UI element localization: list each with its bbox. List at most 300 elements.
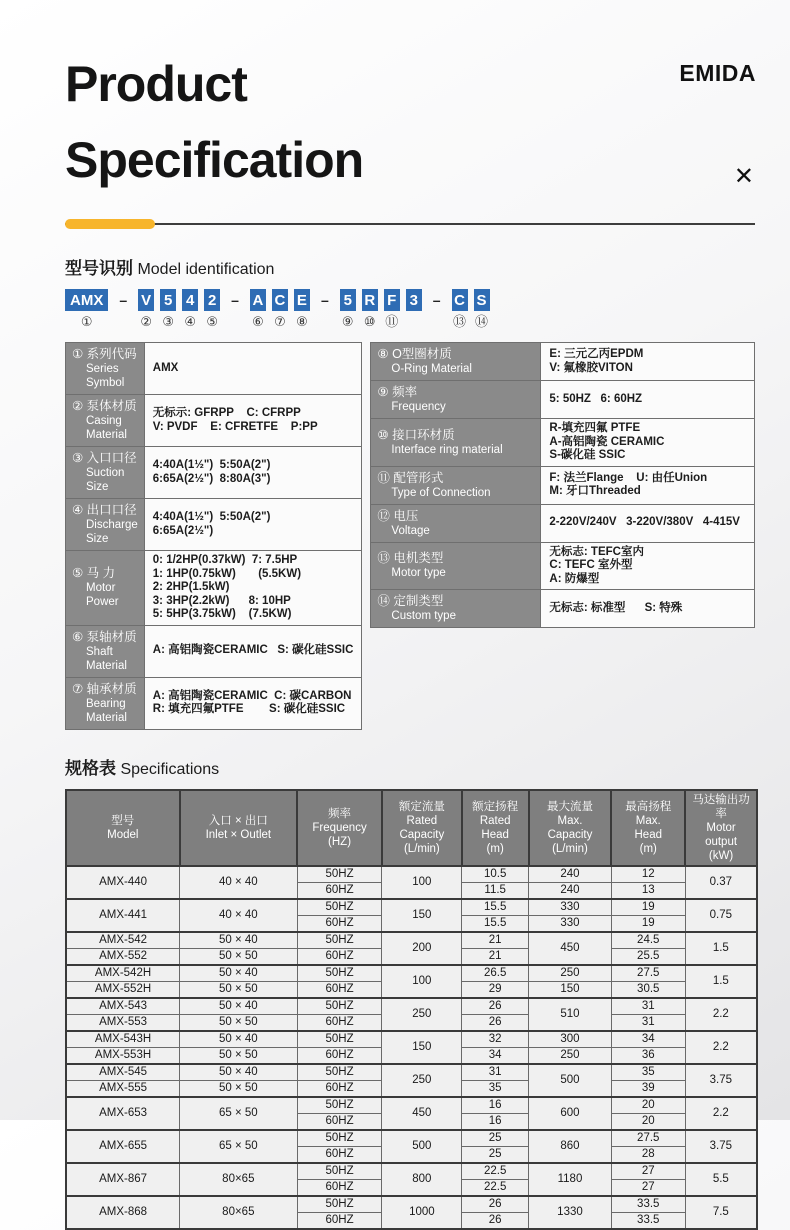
spec-cell: 450 — [382, 1097, 462, 1130]
spec-cell: 60HZ — [297, 1212, 382, 1229]
spec-header-cell — [66, 790, 180, 866]
id-label-en: Motor Power — [86, 582, 119, 609]
spec-cell: AMX-553H — [66, 1047, 180, 1064]
id-label-zh: ④ 出口口径 — [72, 503, 137, 517]
spec-cell: 12 — [611, 866, 685, 883]
model-code-segment — [384, 289, 400, 330]
spec-header-line: (m) — [486, 842, 504, 855]
id-value-line: F: 法兰Flange U: 由任Union — [549, 471, 708, 484]
model-code-segment — [428, 289, 446, 330]
spec-cell: 40 × 40 — [180, 899, 298, 932]
spec-row — [66, 1031, 757, 1048]
model-code-box: F — [384, 289, 400, 311]
id-value-line: A: 高铝陶瓷CERAMIC S: 碳化硅SSIC — [152, 644, 354, 657]
id-table-row — [371, 542, 755, 590]
id-label-en: Interface ring material — [391, 443, 503, 456]
spec-cell: 28 — [611, 1146, 685, 1163]
spec-cell: 50 × 40 — [180, 998, 298, 1015]
id-label-zh: ③ 入口口径 — [72, 451, 137, 465]
spec-header-line: 马达输出功率 — [692, 793, 750, 820]
model-identification-heading-zh: 型号识别 — [65, 259, 133, 278]
id-label-cell — [66, 447, 145, 499]
spec-cell: 40 × 40 — [180, 866, 298, 899]
model-code-box: V — [138, 289, 154, 311]
model-code-number: ⑤ — [206, 314, 218, 329]
spec-header-line: 最高扬程 — [625, 800, 672, 813]
spec-header-line: 型号 — [111, 814, 135, 827]
spec-cell: 500 — [382, 1130, 462, 1163]
spec-cell: 25.5 — [611, 948, 685, 965]
spec-cell: 11.5 — [462, 882, 529, 899]
spec-cell: 34 — [462, 1047, 529, 1064]
specifications-heading-zh: 规格表 — [65, 758, 116, 778]
model-code-segment — [474, 289, 490, 330]
specifications-table — [65, 789, 758, 1230]
spec-header-line: Head — [634, 828, 662, 841]
spec-cell: 26 — [462, 998, 529, 1015]
id-table-row — [371, 590, 755, 628]
id-label-zh: ⑪ 配管形式 — [377, 470, 444, 485]
spec-header-line: Motor — [706, 821, 736, 834]
spec-cell: 32 — [462, 1031, 529, 1048]
id-value-line: AMX — [152, 361, 179, 374]
id-value-line: R-填充四氟 PTFE — [549, 422, 641, 434]
spec-cell: 1330 — [529, 1196, 612, 1229]
id-table-row — [371, 381, 755, 419]
model-code-number: ⑩ — [363, 314, 376, 329]
spec-cell: 60HZ — [297, 1014, 382, 1031]
id-label-en: Bearing Material — [86, 697, 127, 724]
spec-header-line: Frequency — [312, 821, 367, 834]
model-code-segment — [294, 289, 310, 330]
id-table-row — [371, 504, 755, 542]
id-value-line: 3: 3HP(2.2kW) 8: 10HP — [152, 594, 291, 607]
spec-cell: AMX-440 — [66, 866, 180, 899]
spec-cell: 240 — [529, 866, 612, 883]
id-label-zh: ⑫ 电压 — [377, 508, 419, 523]
id-label-cell — [66, 551, 145, 626]
spec-cell: AMX-655 — [66, 1130, 180, 1163]
id-label-en: Shaft Material — [86, 645, 127, 672]
spec-cell: 65 × 50 — [180, 1130, 298, 1163]
spec-cell: 3.75 — [685, 1130, 757, 1163]
id-label-cell — [66, 677, 145, 729]
spec-cell: 16 — [462, 1113, 529, 1130]
spec-cell: 33.5 — [611, 1212, 685, 1229]
spec-row — [66, 1130, 757, 1147]
spec-cell: 27 — [611, 1179, 685, 1196]
spec-cell: 330 — [529, 915, 612, 932]
spec-cell: 50HZ — [297, 1130, 382, 1147]
model-code-box: 5 — [160, 289, 176, 311]
spec-header-cell — [611, 790, 685, 866]
spec-cell: 15.5 — [462, 915, 529, 932]
id-table-row — [371, 419, 755, 467]
spec-row — [66, 899, 757, 916]
spec-header-line: Head — [481, 828, 509, 841]
id-value-cell — [541, 466, 755, 504]
spec-row — [66, 1064, 757, 1081]
spec-cell: 50HZ — [297, 1097, 382, 1114]
spec-header-line: Rated — [406, 814, 438, 827]
id-label-cell — [371, 542, 541, 590]
id-value-line: V: PVDF E: CFRETFE P:PP — [152, 420, 318, 433]
model-code-number: ⑭ — [475, 314, 489, 329]
spec-cell: 2.2 — [685, 1031, 757, 1064]
id-value-line: A-高铝陶瓷 CERAMIC — [549, 435, 665, 448]
id-value-cell — [541, 419, 755, 467]
id-label-en: Discharge Size — [86, 519, 138, 545]
spec-cell: 0.75 — [685, 899, 757, 932]
id-value-line: R: 填充四氟PTFE S: 碳化硅SSIC — [152, 703, 346, 715]
spec-cell: 50 × 50 — [180, 981, 298, 998]
spec-row — [66, 932, 757, 949]
model-code-segment — [114, 289, 132, 330]
id-value-line: 2: 2HP(1.5kW) — [152, 581, 230, 593]
spec-cell: 21 — [462, 932, 529, 949]
spec-cell: AMX-553 — [66, 1014, 180, 1031]
spec-header-line: 频率 — [328, 807, 352, 820]
spec-cell: 50HZ — [297, 1196, 382, 1213]
id-value-cell — [541, 542, 755, 590]
spec-header-line: 额定扬程 — [472, 800, 519, 813]
spec-table-head — [66, 790, 757, 866]
spec-cell: AMX-868 — [66, 1196, 180, 1229]
id-label-cell — [66, 499, 145, 551]
spec-cell: 200 — [382, 932, 462, 965]
spec-cell: 50 × 50 — [180, 1080, 298, 1097]
id-value-line: E: 三元乙丙EPDM — [549, 348, 644, 360]
id-value-line: 0: 1/2HP(0.37kW) 7: 7.5HP — [152, 554, 298, 566]
model-code-number: ⑦ — [274, 314, 286, 329]
spec-cell: 50HZ — [297, 1064, 382, 1081]
id-value-cell — [144, 447, 362, 499]
spec-cell: 26.5 — [462, 965, 529, 982]
id-value-cell — [144, 551, 362, 626]
spec-cell: 1180 — [529, 1163, 612, 1196]
spec-header-line: (L/min) — [552, 842, 588, 855]
model-code-box: 3 — [406, 289, 422, 311]
spec-header-line: 入口 × 出口 — [208, 814, 268, 827]
spec-cell: 250 — [529, 1047, 612, 1064]
spec-cell: 50 × 50 — [180, 948, 298, 965]
id-value-cell — [144, 343, 362, 395]
spec-cell: 50HZ — [297, 965, 382, 982]
id-label-cell — [66, 395, 145, 447]
spec-cell: 50 × 40 — [180, 965, 298, 982]
id-label-cell — [371, 381, 541, 419]
spec-cell: 26 — [462, 1014, 529, 1031]
id-label-zh: ⑥ 泵轴材质 — [72, 629, 137, 644]
spec-cell: 50HZ — [297, 866, 382, 883]
id-value-line: C: TEFC 室外型 — [549, 559, 633, 571]
spec-cell: 19 — [611, 915, 685, 932]
spec-cell: 19 — [611, 899, 685, 916]
model-code-box: S — [474, 289, 490, 311]
spec-cell: 21 — [462, 948, 529, 965]
id-table-row — [371, 343, 755, 381]
id-table-row — [66, 395, 362, 447]
id-label-cell — [66, 343, 145, 395]
id-table-row — [66, 447, 362, 499]
model-code-segment — [362, 289, 378, 330]
id-value-line: 无标志: TEFC室内 — [549, 545, 644, 558]
id-label-en: Custom type — [391, 610, 456, 622]
spec-cell: 500 — [529, 1064, 612, 1097]
spec-row — [66, 1097, 757, 1114]
spec-cell: 250 — [382, 998, 462, 1031]
id-value-line: S-碳化硅 SSIC — [549, 449, 626, 461]
spec-cell: 50HZ — [297, 932, 382, 949]
model-code-box: C — [272, 289, 288, 311]
spec-cell: 31 — [462, 1064, 529, 1081]
divider-line — [65, 223, 755, 225]
id-label-cell — [371, 504, 541, 542]
spec-cell: 150 — [382, 1031, 462, 1064]
model-code-number: ⑥ — [252, 314, 264, 329]
spec-table-body — [66, 866, 757, 1229]
spec-cell: 35 — [611, 1064, 685, 1081]
spec-cell: 150 — [529, 981, 612, 998]
id-label-cell — [371, 590, 541, 628]
spec-row — [66, 866, 757, 883]
spec-cell: 800 — [382, 1163, 462, 1196]
id-label-zh: ⑤ 马 力 — [72, 566, 116, 581]
id-table-row — [66, 499, 362, 551]
spec-cell: 250 — [382, 1064, 462, 1097]
spec-cell: AMX-441 — [66, 899, 180, 932]
spec-cell: AMX-542 — [66, 932, 180, 949]
spec-header-line: Model — [107, 828, 139, 841]
spec-cell: 50HZ — [297, 998, 382, 1015]
model-code-box: 4 — [182, 289, 198, 311]
model-code-dash: – — [119, 292, 128, 308]
spec-cell: 1000 — [382, 1196, 462, 1229]
id-value-line: M: 牙口Threaded — [549, 485, 641, 497]
model-identification-heading-en: Model identification — [137, 261, 275, 278]
spec-cell: 60HZ — [297, 981, 382, 998]
id-label-zh: ① 系列代码 — [72, 347, 137, 361]
model-code-number: ① — [80, 314, 93, 329]
spec-cell: 60HZ — [297, 882, 382, 899]
spec-cell: AMX-543H — [66, 1031, 180, 1048]
id-label-cell — [371, 343, 541, 381]
model-code-segment — [272, 289, 288, 330]
spec-cell: AMX-543 — [66, 998, 180, 1015]
spec-cell: 60HZ — [297, 1080, 382, 1097]
model-code-segment — [138, 289, 154, 330]
id-label-zh: ⑭ 定制类型 — [377, 594, 444, 608]
id-value-line: 2-220V/240V 3-220V/380V 4-415V — [549, 516, 740, 529]
spec-cell: 24.5 — [611, 932, 685, 949]
model-code-box: AMX — [65, 289, 108, 311]
spec-cell: 50 × 50 — [180, 1014, 298, 1031]
id-label-zh: ⑧ O型圈材质 — [377, 347, 452, 361]
model-code-segment — [160, 289, 176, 330]
spec-cell: 60HZ — [297, 948, 382, 965]
spec-cell: 50 × 50 — [180, 1047, 298, 1064]
spec-cell: 22.5 — [462, 1163, 529, 1180]
id-table-row — [66, 625, 362, 677]
spec-cell: 25 — [462, 1146, 529, 1163]
spec-cell: 100 — [382, 965, 462, 998]
spec-header-line: (HZ) — [328, 835, 352, 848]
spec-cell: 27.5 — [611, 965, 685, 982]
spec-cell: 65 × 50 — [180, 1097, 298, 1130]
model-code-segment — [204, 289, 220, 330]
spec-row — [66, 998, 757, 1015]
spec-header-cell — [462, 790, 529, 866]
id-label-zh: ② 泵体材质 — [72, 399, 137, 413]
spec-cell: 29 — [462, 981, 529, 998]
spec-cell: 16 — [462, 1097, 529, 1114]
id-value-line: A: 防爆型 — [549, 572, 600, 585]
model-code-box: A — [250, 289, 266, 311]
model-code-number: ⑨ — [341, 314, 354, 329]
divider — [65, 218, 755, 230]
spec-cell: 26 — [462, 1212, 529, 1229]
model-code-dash: – — [432, 292, 441, 308]
spec-cell: 60HZ — [297, 1179, 382, 1196]
id-label-zh: ⑨ 频率 — [377, 385, 418, 399]
model-code-number: ⑬ — [453, 314, 467, 329]
spec-header-cell — [382, 790, 462, 866]
spec-cell: 60HZ — [297, 1047, 382, 1064]
spec-cell: 25 — [462, 1130, 529, 1147]
model-code-box: 5 — [340, 289, 356, 311]
model-code-dash: – — [231, 292, 239, 308]
id-value-cell — [541, 590, 755, 628]
model-code-segment — [316, 289, 334, 330]
spec-cell: AMX-542H — [66, 965, 180, 982]
spec-header-line: output — [705, 835, 738, 848]
spec-cell: 100 — [382, 866, 462, 899]
spec-cell: 27.5 — [611, 1130, 685, 1147]
spec-cell: 1.5 — [685, 932, 757, 965]
spec-cell: AMX-867 — [66, 1163, 180, 1196]
spec-cell: 240 — [529, 882, 612, 899]
spec-cell: 50 × 40 — [180, 1064, 298, 1081]
spec-cell: 7.5 — [685, 1196, 757, 1229]
model-code-segment — [406, 289, 422, 330]
spec-cell: 50 × 40 — [180, 932, 298, 949]
id-value-line: 5: 5HP(3.75kW) (7.5KW) — [152, 608, 292, 620]
spec-header-line: 额定流量 — [398, 800, 445, 813]
id-value-cell — [541, 381, 755, 419]
model-code-number: ⑧ — [296, 314, 308, 329]
spec-cell: AMX-555 — [66, 1080, 180, 1097]
close-icon[interactable]: ✕ — [733, 163, 754, 190]
spec-cell: 31 — [611, 998, 685, 1015]
id-label-en: Type of Connection — [391, 486, 491, 499]
id-label-en: Frequency — [391, 401, 446, 413]
spec-cell: 2.2 — [685, 998, 757, 1031]
model-code-row — [65, 289, 755, 330]
id-value-cell — [541, 343, 755, 381]
id-value-cell — [144, 677, 362, 729]
spec-cell: 30.5 — [611, 981, 685, 998]
spec-cell: 80×65 — [180, 1163, 298, 1196]
spec-cell: 50HZ — [297, 1031, 382, 1048]
id-value-line: 4:40A(1½") 5:50A(2") — [152, 511, 271, 523]
spec-cell: AMX-545 — [66, 1064, 180, 1081]
page-title — [65, 0, 755, 198]
spec-header-line: Max. — [635, 814, 661, 827]
spec-cell: 27 — [611, 1163, 685, 1180]
spec-cell: 50 × 40 — [180, 1031, 298, 1048]
id-value-line: 6:65A(2½") — [152, 524, 214, 537]
spec-cell: 80×65 — [180, 1196, 298, 1229]
id-label-en: Voltage — [391, 524, 430, 537]
model-code-box: 2 — [204, 289, 220, 311]
model-id-tables — [65, 342, 755, 730]
id-label-en: Suction Size — [86, 467, 125, 493]
spec-cell: 34 — [611, 1031, 685, 1048]
brand-logo: EMIDA — [679, 60, 756, 86]
model-code-segment — [182, 289, 198, 330]
model-code-number: ② — [140, 314, 152, 329]
id-table-row — [371, 466, 755, 504]
id-label-cell — [371, 466, 541, 504]
model-code-segment — [65, 289, 108, 330]
spec-cell: 50HZ — [297, 899, 382, 916]
divider-accent-bar — [65, 219, 155, 229]
spec-cell: 0.37 — [685, 866, 757, 899]
id-label-zh: ⑦ 轴承材质 — [72, 681, 137, 696]
id-label-cell — [371, 419, 541, 467]
page-title-line2: Specification — [65, 132, 364, 188]
spec-header-row — [66, 790, 757, 866]
spec-cell: 450 — [529, 932, 612, 965]
spec-header-line: 最大流量 — [546, 800, 593, 813]
id-table-row — [66, 551, 362, 626]
spec-cell: 33.5 — [611, 1196, 685, 1213]
spec-header-line: Inlet × Outlet — [205, 828, 272, 841]
spec-cell: AMX-552 — [66, 948, 180, 965]
spec-row — [66, 965, 757, 982]
model-code-segment — [226, 289, 244, 330]
spec-cell: 22.5 — [462, 1179, 529, 1196]
spec-cell: AMX-552H — [66, 981, 180, 998]
id-value-line: A: 高铝陶瓷CERAMIC C: 碳CARBON — [152, 689, 352, 702]
spec-cell: 50HZ — [297, 1163, 382, 1180]
spec-header-cell — [685, 790, 757, 866]
id-label-en: Casing Material — [86, 415, 127, 441]
spec-header-line: (kW) — [708, 849, 734, 862]
spec-cell: 1.5 — [685, 965, 757, 998]
id-value-cell — [144, 395, 362, 447]
id-value-cell — [144, 625, 362, 677]
spec-header-line: Max. — [557, 814, 583, 827]
spec-cell: 3.75 — [685, 1064, 757, 1097]
model-code-box: C — [452, 289, 468, 311]
spec-header-line: Capacity — [399, 828, 445, 841]
specifications-heading — [65, 754, 755, 779]
spec-header-line: (L/min) — [403, 842, 440, 855]
spec-cell: 20 — [611, 1113, 685, 1130]
spec-cell: 31 — [611, 1014, 685, 1031]
id-value-line: 4:40A(1½") 5:50A(2") — [152, 459, 271, 471]
spec-cell: 36 — [611, 1047, 685, 1064]
id-value-line: 无标志: 标准型 S: 特殊 — [549, 601, 683, 614]
model-code-number: ⑪ — [385, 314, 399, 329]
spec-header-line: Rated — [479, 814, 511, 827]
id-value-cell — [541, 504, 755, 542]
spec-cell: 510 — [529, 998, 612, 1031]
id-value-line: 5: 50HZ 6: 60HZ — [549, 392, 643, 405]
spec-cell: 26 — [462, 1196, 529, 1213]
id-table-row — [66, 343, 362, 395]
